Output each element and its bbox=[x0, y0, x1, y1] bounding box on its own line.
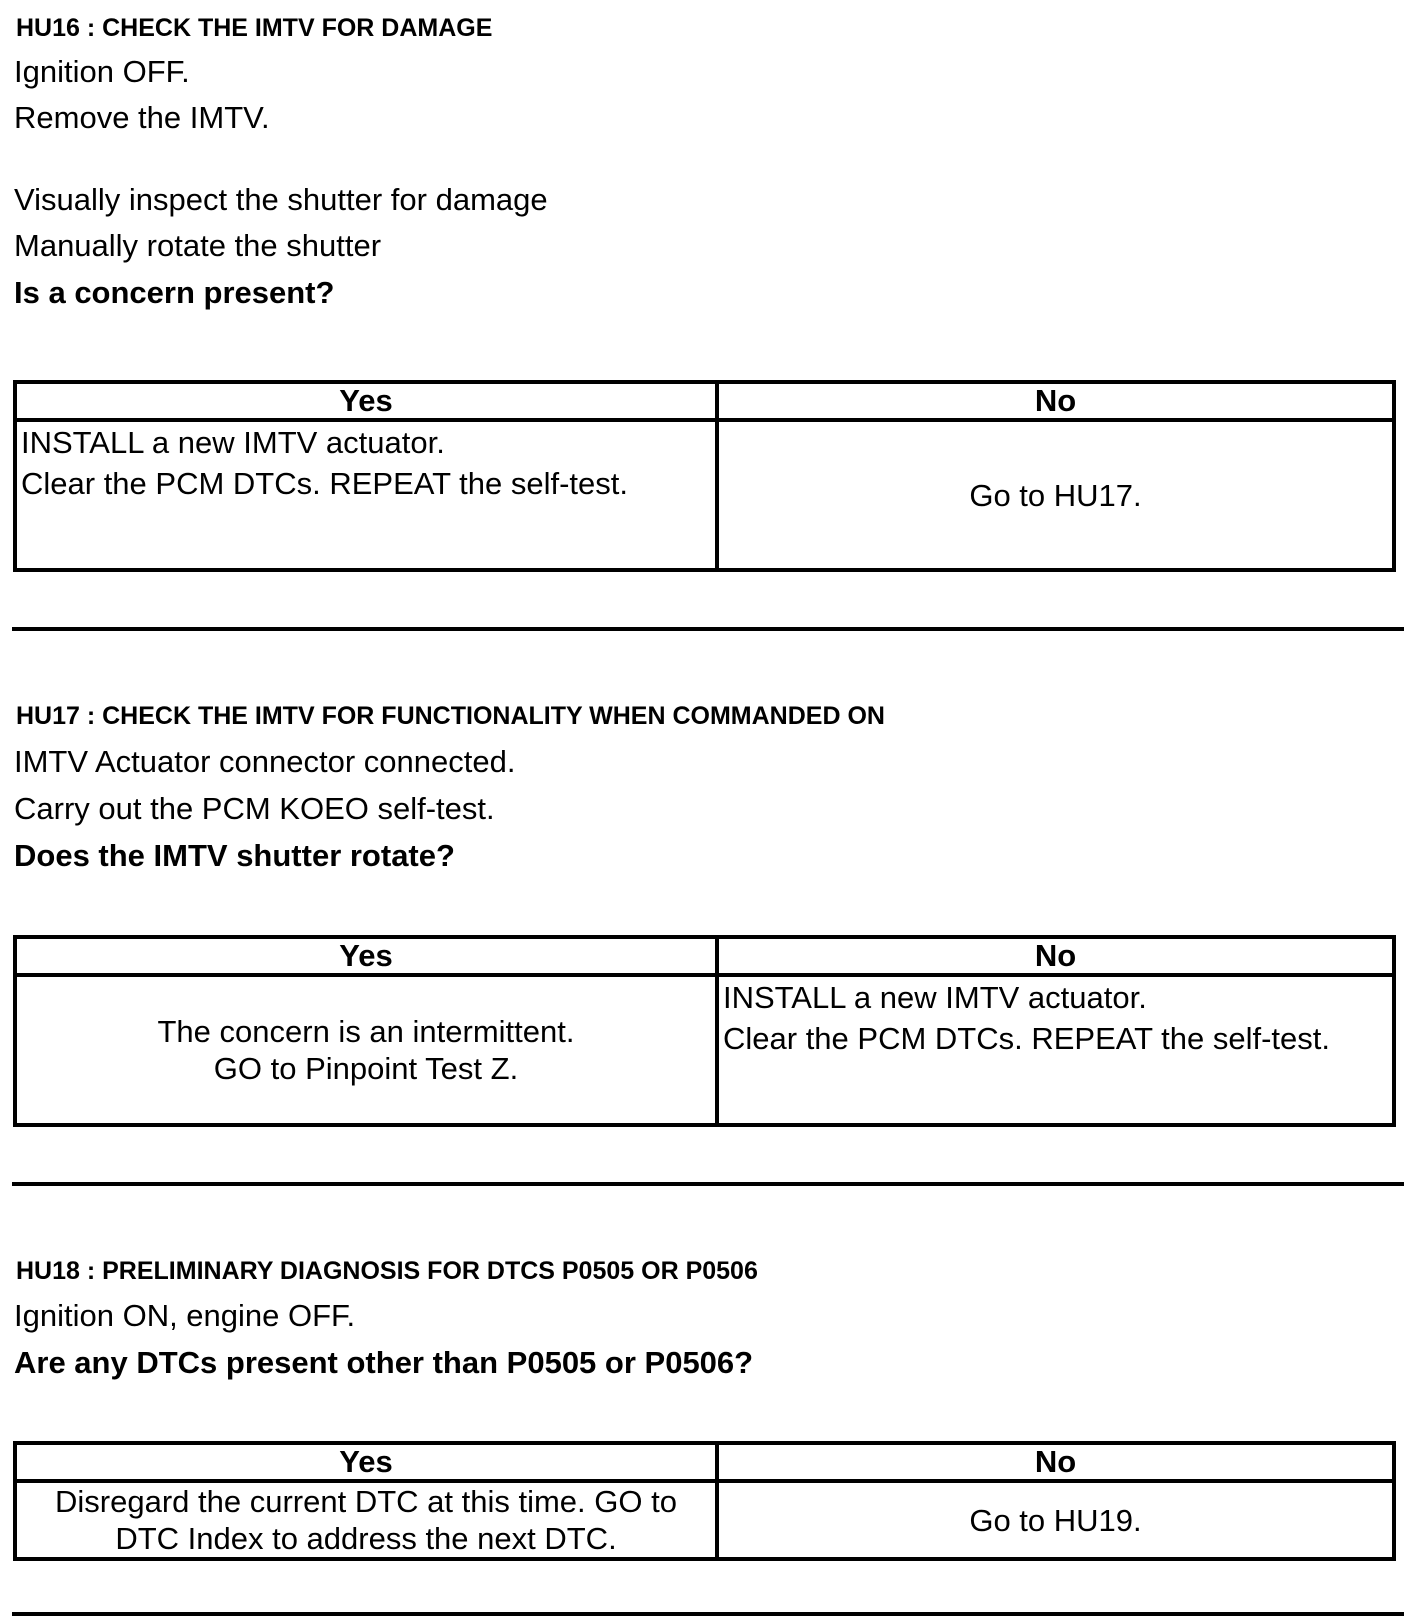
section-divider bbox=[12, 627, 1404, 631]
no-line: Go to HU19. bbox=[969, 1502, 1142, 1538]
answer-table-hu18 bbox=[13, 1441, 1396, 1561]
instruction-line: Remove the IMTV. bbox=[14, 100, 270, 135]
step-title-hu16: HU16 : CHECK THE IMTV FOR DAMAGE bbox=[16, 14, 493, 42]
answer-table-hu16 bbox=[13, 380, 1396, 572]
section-divider bbox=[12, 1612, 1404, 1616]
step-title-hu17: HU17 : CHECK THE IMTV FOR FUNCTIONALITY WHEN COMMANDED ON bbox=[16, 702, 885, 730]
no-line: Clear the PCM DTCs. REPEAT the self-test. bbox=[723, 1021, 1330, 1056]
answer-table-hu17 bbox=[13, 935, 1396, 1127]
no-line: Go to HU17. bbox=[969, 477, 1142, 513]
yes-line: GO to Pinpoint Test Z. bbox=[213, 1051, 519, 1086]
instruction-line: Visually inspect the shutter for damage bbox=[14, 182, 548, 217]
instruction-line: Ignition ON, engine OFF. bbox=[14, 1298, 356, 1333]
question-hu17: Does the IMTV shutter rotate? bbox=[14, 838, 455, 873]
yes-line: Clear the PCM DTCs. REPEAT the self-test. bbox=[21, 466, 628, 501]
instruction-line: Ignition OFF. bbox=[14, 54, 190, 89]
yes-header: Yes bbox=[15, 937, 717, 975]
step-title-hu18: HU18 : PRELIMINARY DIAGNOSIS FOR DTCS P0505 OR P0506 bbox=[16, 1257, 758, 1285]
yes-header: Yes bbox=[15, 1443, 717, 1481]
no-line: INSTALL a new IMTV actuator. bbox=[723, 980, 1147, 1015]
instruction-line: Manually rotate the shutter bbox=[14, 228, 382, 263]
yes-cell bbox=[15, 975, 717, 1125]
yes-cell bbox=[15, 420, 717, 570]
instruction-line: IMTV Actuator connector connected. bbox=[14, 744, 516, 779]
no-cell bbox=[717, 1481, 1394, 1559]
yes-line: Disregard the current DTC at this time. GO to bbox=[55, 1484, 677, 1519]
no-cell bbox=[717, 975, 1394, 1125]
question-hu16: Is a concern present? bbox=[14, 275, 335, 310]
yes-line: INSTALL a new IMTV actuator. bbox=[21, 425, 445, 460]
no-header: No bbox=[717, 1443, 1394, 1481]
question-hu18: Are any DTCs present other than P0505 or P0506? bbox=[14, 1345, 754, 1380]
yes-line: DTC Index to address the next DTC. bbox=[115, 1521, 617, 1556]
no-header: No bbox=[717, 937, 1394, 975]
yes-header: Yes bbox=[15, 382, 717, 420]
yes-cell bbox=[15, 1481, 717, 1559]
instruction-line: Carry out the PCM KOEO self-test. bbox=[14, 791, 495, 826]
no-cell bbox=[717, 420, 1394, 570]
section-divider bbox=[12, 1182, 1404, 1186]
no-header: No bbox=[717, 382, 1394, 420]
yes-line: The concern is an intermittent. bbox=[157, 1014, 575, 1049]
